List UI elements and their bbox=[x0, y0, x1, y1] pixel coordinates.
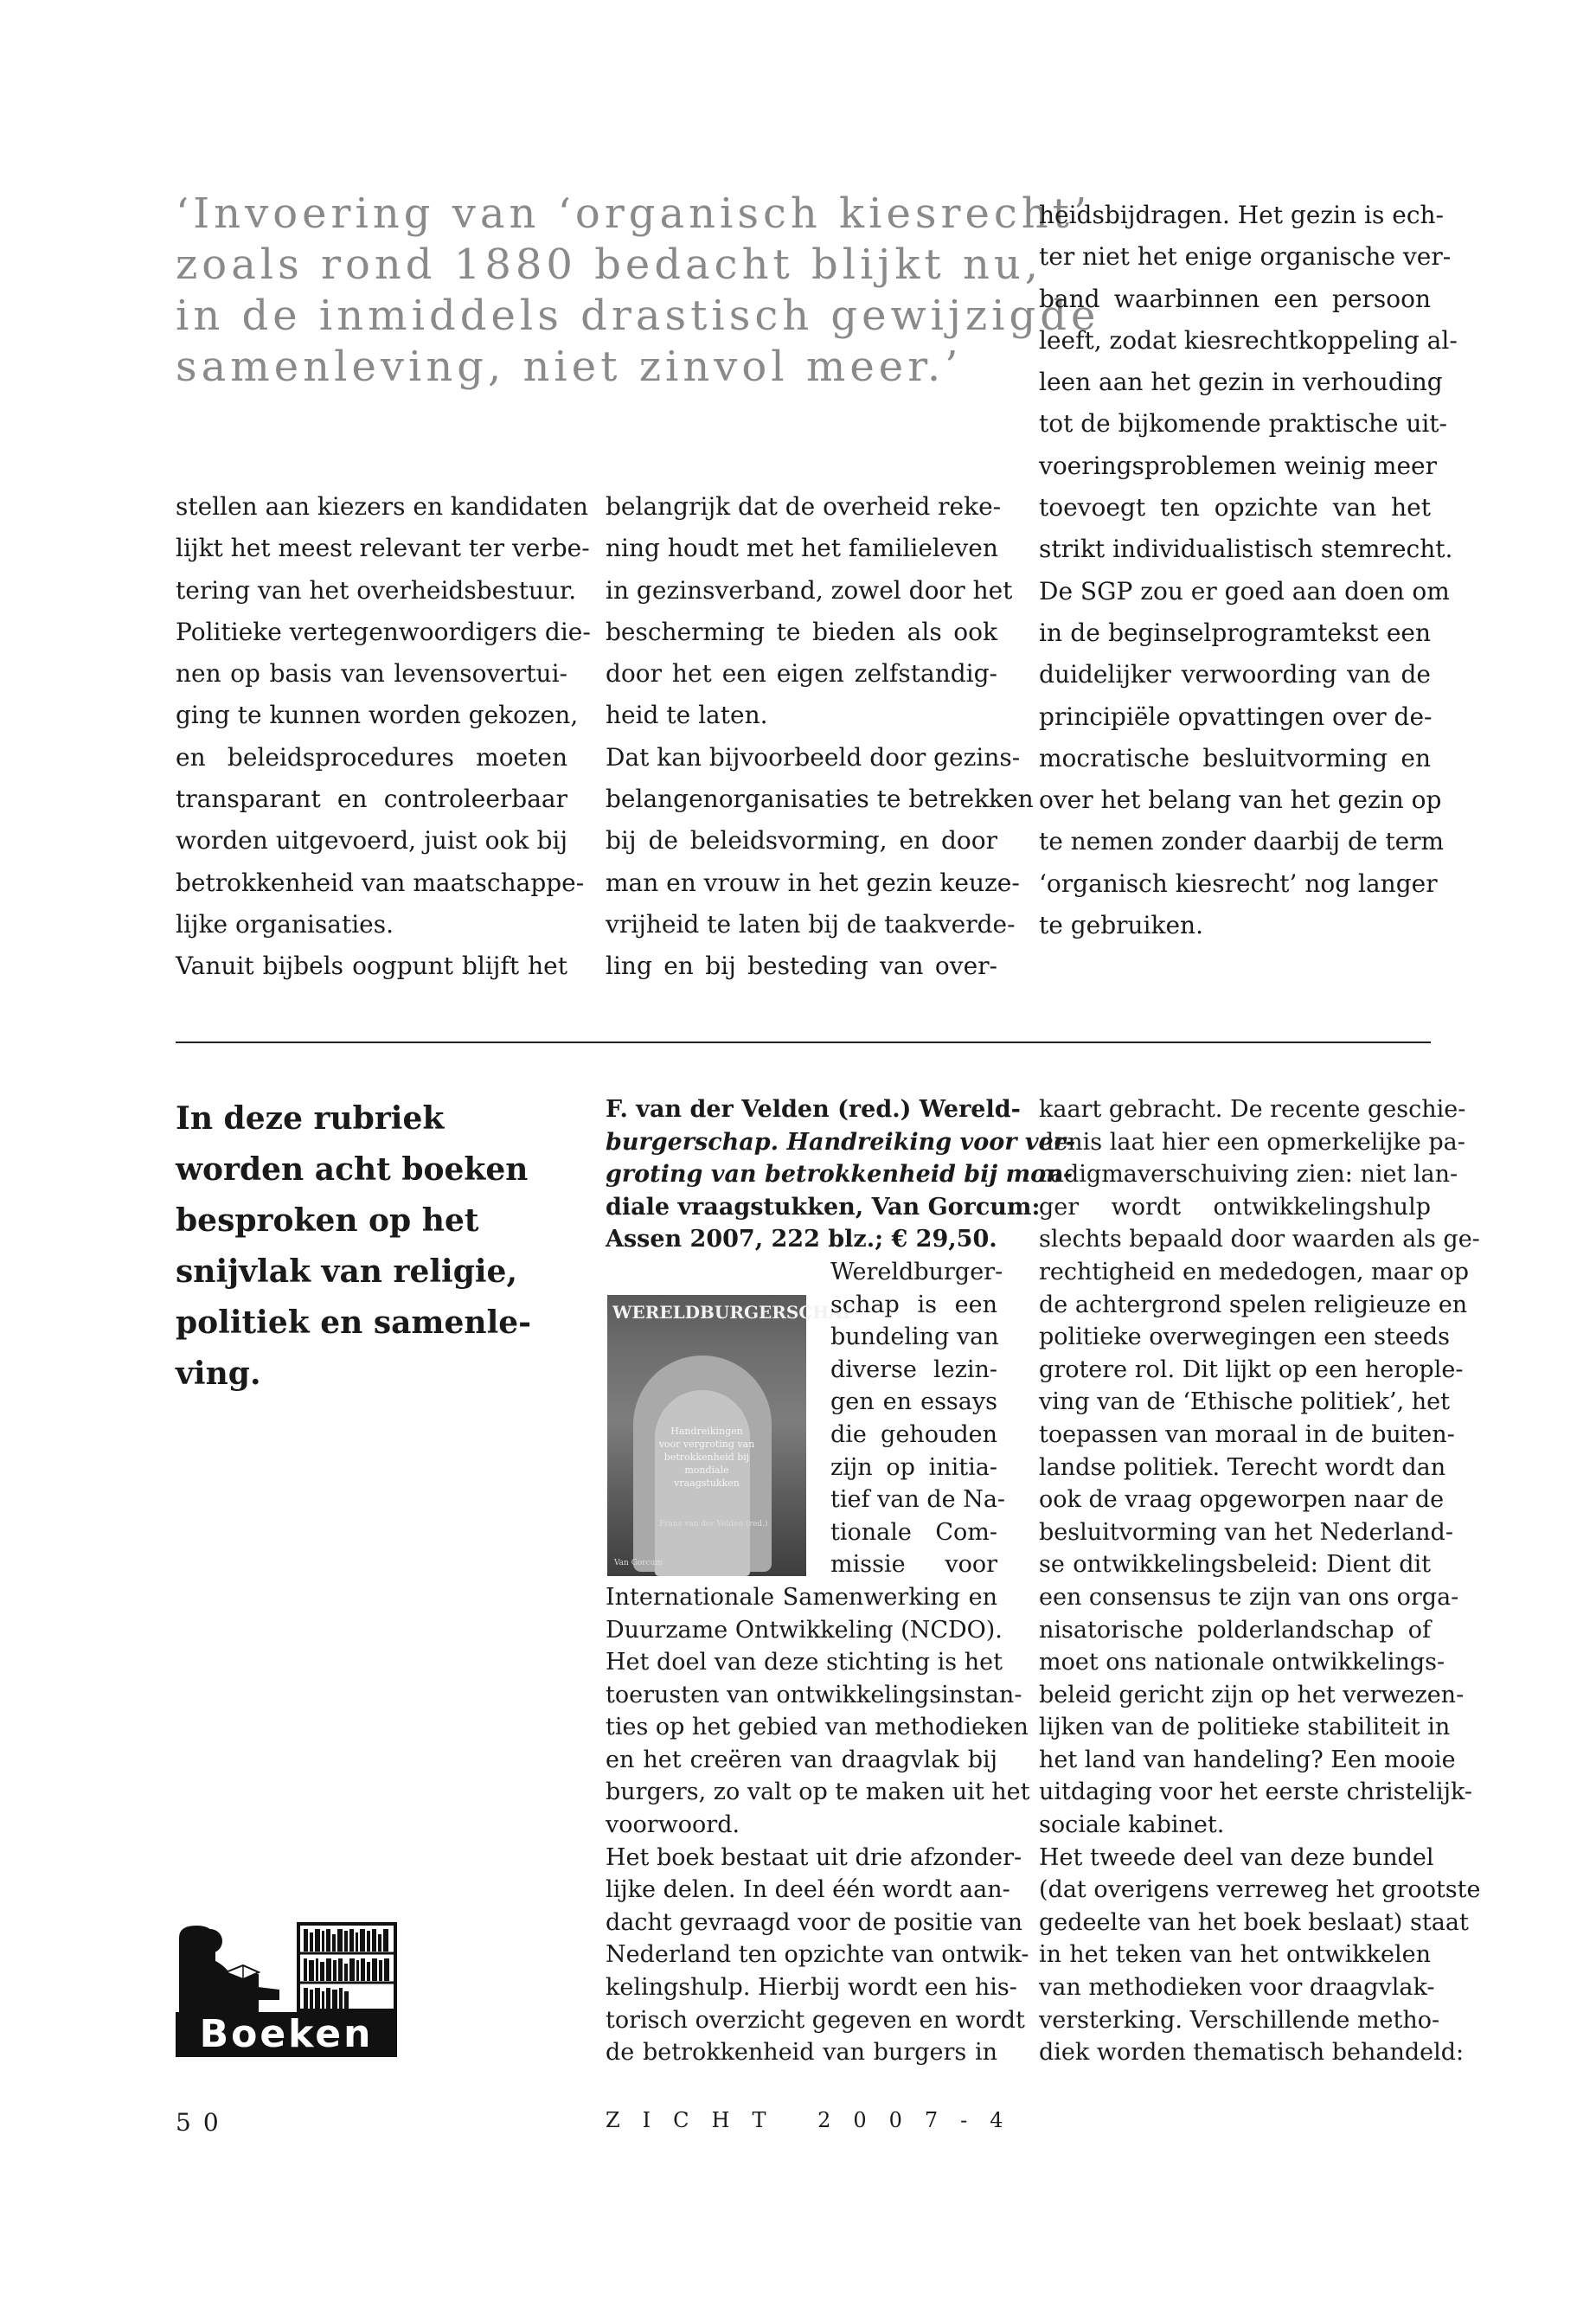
review-column-1 bbox=[606, 1093, 1076, 2069]
text-line: ling en bij besteding van over- bbox=[606, 952, 997, 981]
text-line: mocratische besluitvorming en bbox=[1039, 743, 1431, 772]
text-line: Politieke vertegenwoordigers die- bbox=[176, 617, 591, 646]
text-line: heidsbijdragen. Het gezin is ech- bbox=[1039, 201, 1444, 229]
text-line: ties op het gebied van methodieken bbox=[606, 1714, 1029, 1741]
text-line: missie voor bbox=[830, 1551, 997, 1579]
text-line: kaart gebracht. De recente geschie- bbox=[1039, 1096, 1466, 1123]
text-line: het land van handeling? Een mooie bbox=[1039, 1746, 1456, 1773]
text-line: ging te kunnen worden gekozen, bbox=[176, 701, 579, 730]
pull-quote-line: in de inmiddels drastisch gewijzigde bbox=[176, 292, 1100, 340]
intro-line: snijvlak van religie, bbox=[176, 1253, 517, 1290]
text-line: stellen aan kiezers en kandidaten bbox=[176, 492, 588, 521]
pull-quote-line: samenleving, niet zinvol meer.’ bbox=[176, 343, 963, 391]
text-line: tionale Com- bbox=[830, 1518, 997, 1546]
text-line: Internationale Samenwerking en bbox=[606, 1583, 997, 1611]
text-line: voorwoord. bbox=[606, 1811, 740, 1839]
text-line: heid te laten. bbox=[606, 701, 768, 730]
cover-subtitle-line: betrokkenheid bij bbox=[663, 1452, 750, 1463]
cover-subtitle-line: voor vergroting van bbox=[658, 1439, 755, 1450]
text-line: en beleidsprocedures moeten bbox=[176, 742, 567, 772]
review-header-line: burgerschap. Handreiking voor ver- bbox=[606, 1128, 1076, 1156]
text-line: en het creëren van draagvlak bij bbox=[606, 1746, 997, 1773]
review-header-line: diale vraagstukken, Van Gorcum: bbox=[606, 1193, 1041, 1221]
boeken-label: Boeken bbox=[176, 2012, 397, 2057]
text-line: die gehouden bbox=[830, 1420, 997, 1448]
text-line: ‘organisch kiesrecht’ nog langer bbox=[1039, 868, 1438, 898]
text-line: lijken van de politieke stabiliteit in bbox=[1039, 1714, 1451, 1741]
text-line: Het tweede deel van deze bundel bbox=[1039, 1843, 1434, 1871]
text-line: diverse lezin- bbox=[830, 1356, 997, 1383]
text-line: Duurzame Ontwikkeling (NCDO). bbox=[606, 1616, 1003, 1644]
text-line: Wereldburger- bbox=[830, 1258, 1003, 1285]
text-line: in het teken van het ontwikkelen bbox=[1039, 1941, 1431, 1969]
text-line: te gebruiken. bbox=[1039, 911, 1203, 940]
text-line: ook de vraag opgeworpen naar de bbox=[1039, 1486, 1445, 1514]
text-line: kelingshulp. Hierbij wordt een his- bbox=[606, 1974, 1017, 2002]
section-divider bbox=[176, 1042, 1431, 1043]
text-line: bescherming te bieden als ook bbox=[606, 617, 997, 646]
text-line: radigmaverschuiving zien: niet lan- bbox=[1039, 1161, 1458, 1189]
text-line: toevoegt ten opzichte van het bbox=[1039, 493, 1431, 522]
text-line: schap is een bbox=[830, 1291, 997, 1318]
text-line: se ontwikkelingsbeleid: Dient dit bbox=[1039, 1551, 1431, 1579]
cover-subtitle-line: mondiale bbox=[684, 1465, 729, 1476]
text-line: politieke overwegingen een steeds bbox=[1039, 1324, 1450, 1351]
text-line: toepassen van moraal in de buiten- bbox=[1039, 1420, 1455, 1448]
text-line: duidelijker verwoording van de bbox=[1039, 660, 1431, 689]
text-line: belangenorganisaties te betrekken bbox=[606, 785, 1034, 814]
text-line: Nederland ten opzichte van ontwik- bbox=[606, 1941, 1029, 1969]
text-line: man en vrouw in het gezin keuze- bbox=[606, 868, 1020, 897]
cover-title: WERELDBURGERSCHAP bbox=[612, 1302, 856, 1323]
upper-column-2 bbox=[606, 486, 1034, 988]
text-line: landse politiek. Terecht wordt dan bbox=[1039, 1453, 1446, 1481]
text-line: besluitvorming van het Nederland- bbox=[1039, 1518, 1453, 1546]
intro-line: worden acht boeken bbox=[176, 1151, 529, 1188]
intro-line: besproken op het bbox=[176, 1202, 479, 1239]
text-line: belangrijk dat de overheid reke- bbox=[606, 492, 1002, 521]
text-line: zijn op initia- bbox=[830, 1453, 997, 1481]
text-line: vrijheid te laten bij de taakverde- bbox=[606, 909, 1016, 939]
text-line: dacht gevraagd voor de positie van bbox=[606, 1908, 1023, 1936]
cover-author: Frans van der Velden (red.) bbox=[659, 1520, 768, 1529]
text-line: strikt individualistisch stemrecht. bbox=[1039, 535, 1453, 564]
text-line: denis laat hier een opmerkelijke pa- bbox=[1039, 1128, 1465, 1156]
text-line: principiële opvattingen over de- bbox=[1039, 702, 1433, 731]
text-line: (dat overigens verreweg het grootste bbox=[1039, 1876, 1481, 1904]
review-header-line: Assen 2007, 222 blz.; € 29,50. bbox=[606, 1226, 997, 1253]
text-line: ger wordt ontwikkelingshulp bbox=[1039, 1193, 1431, 1221]
text-line: de betrokkenheid van burgers in bbox=[606, 2039, 997, 2067]
magazine-issue: ZICHT 2007-4 bbox=[606, 2108, 1026, 2132]
text-line: ving van de ‘Ethische politiek’, het bbox=[1039, 1388, 1451, 1416]
text-line: tering van het overheidsbestuur. bbox=[176, 575, 577, 605]
text-line: moet ons nationale ontwikkelings- bbox=[1039, 1649, 1445, 1676]
text-line: slechts bepaald door waarden als ge- bbox=[1039, 1226, 1480, 1253]
text-line: grotere rol. Dit lijkt op een herople- bbox=[1039, 1356, 1464, 1383]
cover-subtitle-line: Handreikingen bbox=[670, 1426, 743, 1437]
text-line: lijke delen. In deel één wordt aan- bbox=[606, 1876, 1010, 1904]
text-line: worden uitgevoerd, juist ook bij bbox=[176, 826, 567, 856]
text-line: Het doel van deze stichting is het bbox=[606, 1649, 1003, 1676]
text-line: leen aan het gezin in verhouding bbox=[1039, 368, 1443, 397]
text-line: nen op basis van levensovertui- bbox=[176, 659, 567, 689]
pull-quote-line: zoals rond 1880 bedacht blijkt nu, bbox=[176, 240, 1043, 289]
text-line: de achtergrond spelen religieuze en bbox=[1039, 1291, 1468, 1318]
text-line: De SGP zou er goed aan doen om bbox=[1039, 576, 1450, 606]
intro-line: politiek en samenle- bbox=[176, 1304, 532, 1341]
text-line: Vanuit bijbels oogpunt blijft het bbox=[176, 952, 567, 981]
intro-line: ving. bbox=[176, 1356, 261, 1392]
text-line: bij de beleidsvorming, en door bbox=[606, 826, 997, 856]
pull-quote-line: ‘Invoering van ‘organisch kiesrecht’ bbox=[176, 189, 1092, 238]
text-line: door het een eigen zelfstandig- bbox=[606, 659, 997, 689]
text-line: beleid gericht zijn op het verwezen- bbox=[1039, 1681, 1465, 1708]
text-line: ter niet het enige organische ver- bbox=[1039, 242, 1452, 272]
text-line: bundeling van bbox=[830, 1324, 999, 1351]
text-line: rechtigheid en mededogen, maar op bbox=[1039, 1258, 1470, 1285]
text-line: nisatorische polderlandschap of bbox=[1039, 1616, 1431, 1644]
text-line: lijke organisaties. bbox=[176, 909, 394, 939]
text-line: betrokkenheid van maatschappe- bbox=[176, 868, 585, 897]
text-line: burgers, zo valt op te maken uit het bbox=[606, 1779, 1030, 1806]
text-line: gedeelte van het boek beslaat) staat bbox=[1039, 1908, 1469, 1936]
page-number: 50 bbox=[176, 2108, 231, 2137]
boeken-logo bbox=[176, 1922, 397, 2057]
review-header-line: F. van der Velden (red.) Wereld- bbox=[606, 1096, 1021, 1123]
text-line: over het belang van het gezin op bbox=[1039, 785, 1442, 815]
text-line: leeft, zodat kiesrechtkoppeling al- bbox=[1039, 325, 1458, 355]
text-line: uitdaging voor het eerste christelijk- bbox=[1039, 1779, 1473, 1806]
text-line: Dat kan bijvoorbeeld door gezins- bbox=[606, 742, 1021, 772]
text-line: gen en essays bbox=[830, 1388, 997, 1416]
text-line: versterking. Verschillende metho- bbox=[1039, 2006, 1440, 2034]
text-line: diek worden thematisch behandeld: bbox=[1039, 2039, 1465, 2067]
text-line: Het boek bestaat uit drie afzonder- bbox=[606, 1843, 1022, 1871]
intro-line: In deze rubriek bbox=[176, 1100, 445, 1137]
text-line: lijkt het meest relevant ter verbe- bbox=[176, 534, 590, 563]
text-line: toerusten van ontwikkelingsinstan- bbox=[606, 1681, 1022, 1708]
text-line: band waarbinnen een persoon bbox=[1039, 284, 1431, 313]
text-line: sociale kabinet. bbox=[1039, 1811, 1225, 1839]
text-line: van methodieken voor draagvlak- bbox=[1039, 1974, 1435, 2002]
text-line: torisch overzicht gegeven en wordt bbox=[606, 2006, 1025, 2034]
pull-quote bbox=[176, 189, 1100, 393]
text-line: in gezinsverband, zowel door het bbox=[606, 575, 1013, 605]
rubric-intro bbox=[176, 1093, 532, 1400]
cover-publisher: Van Gorcum bbox=[614, 1559, 663, 1567]
text-line: in de beginselprogramtekst een bbox=[1039, 618, 1431, 647]
review-column-2 bbox=[1039, 1093, 1481, 2069]
text-line: te nemen zonder daarbij de term bbox=[1039, 827, 1445, 856]
text-line: een consensus te zijn van ons orga- bbox=[1039, 1583, 1459, 1611]
text-line: voeringsproblemen weinig meer bbox=[1039, 451, 1437, 480]
review-header-line: groting van betrokkenheid bij mon- bbox=[606, 1161, 1074, 1189]
upper-column-1 bbox=[176, 486, 591, 988]
text-line: transparant en controleerbaar bbox=[176, 785, 567, 814]
reader-in-armchair-with-bookshelf-icon bbox=[176, 1922, 397, 2012]
text-line: tot de bijkomende praktische uit- bbox=[1039, 409, 1448, 439]
upper-column-3 bbox=[1039, 195, 1458, 946]
cover-subtitle-line: vraagstukken bbox=[674, 1477, 740, 1489]
text-line: ning houdt met het familieleven bbox=[606, 534, 998, 563]
text-line: tief van de Na- bbox=[830, 1486, 1006, 1514]
